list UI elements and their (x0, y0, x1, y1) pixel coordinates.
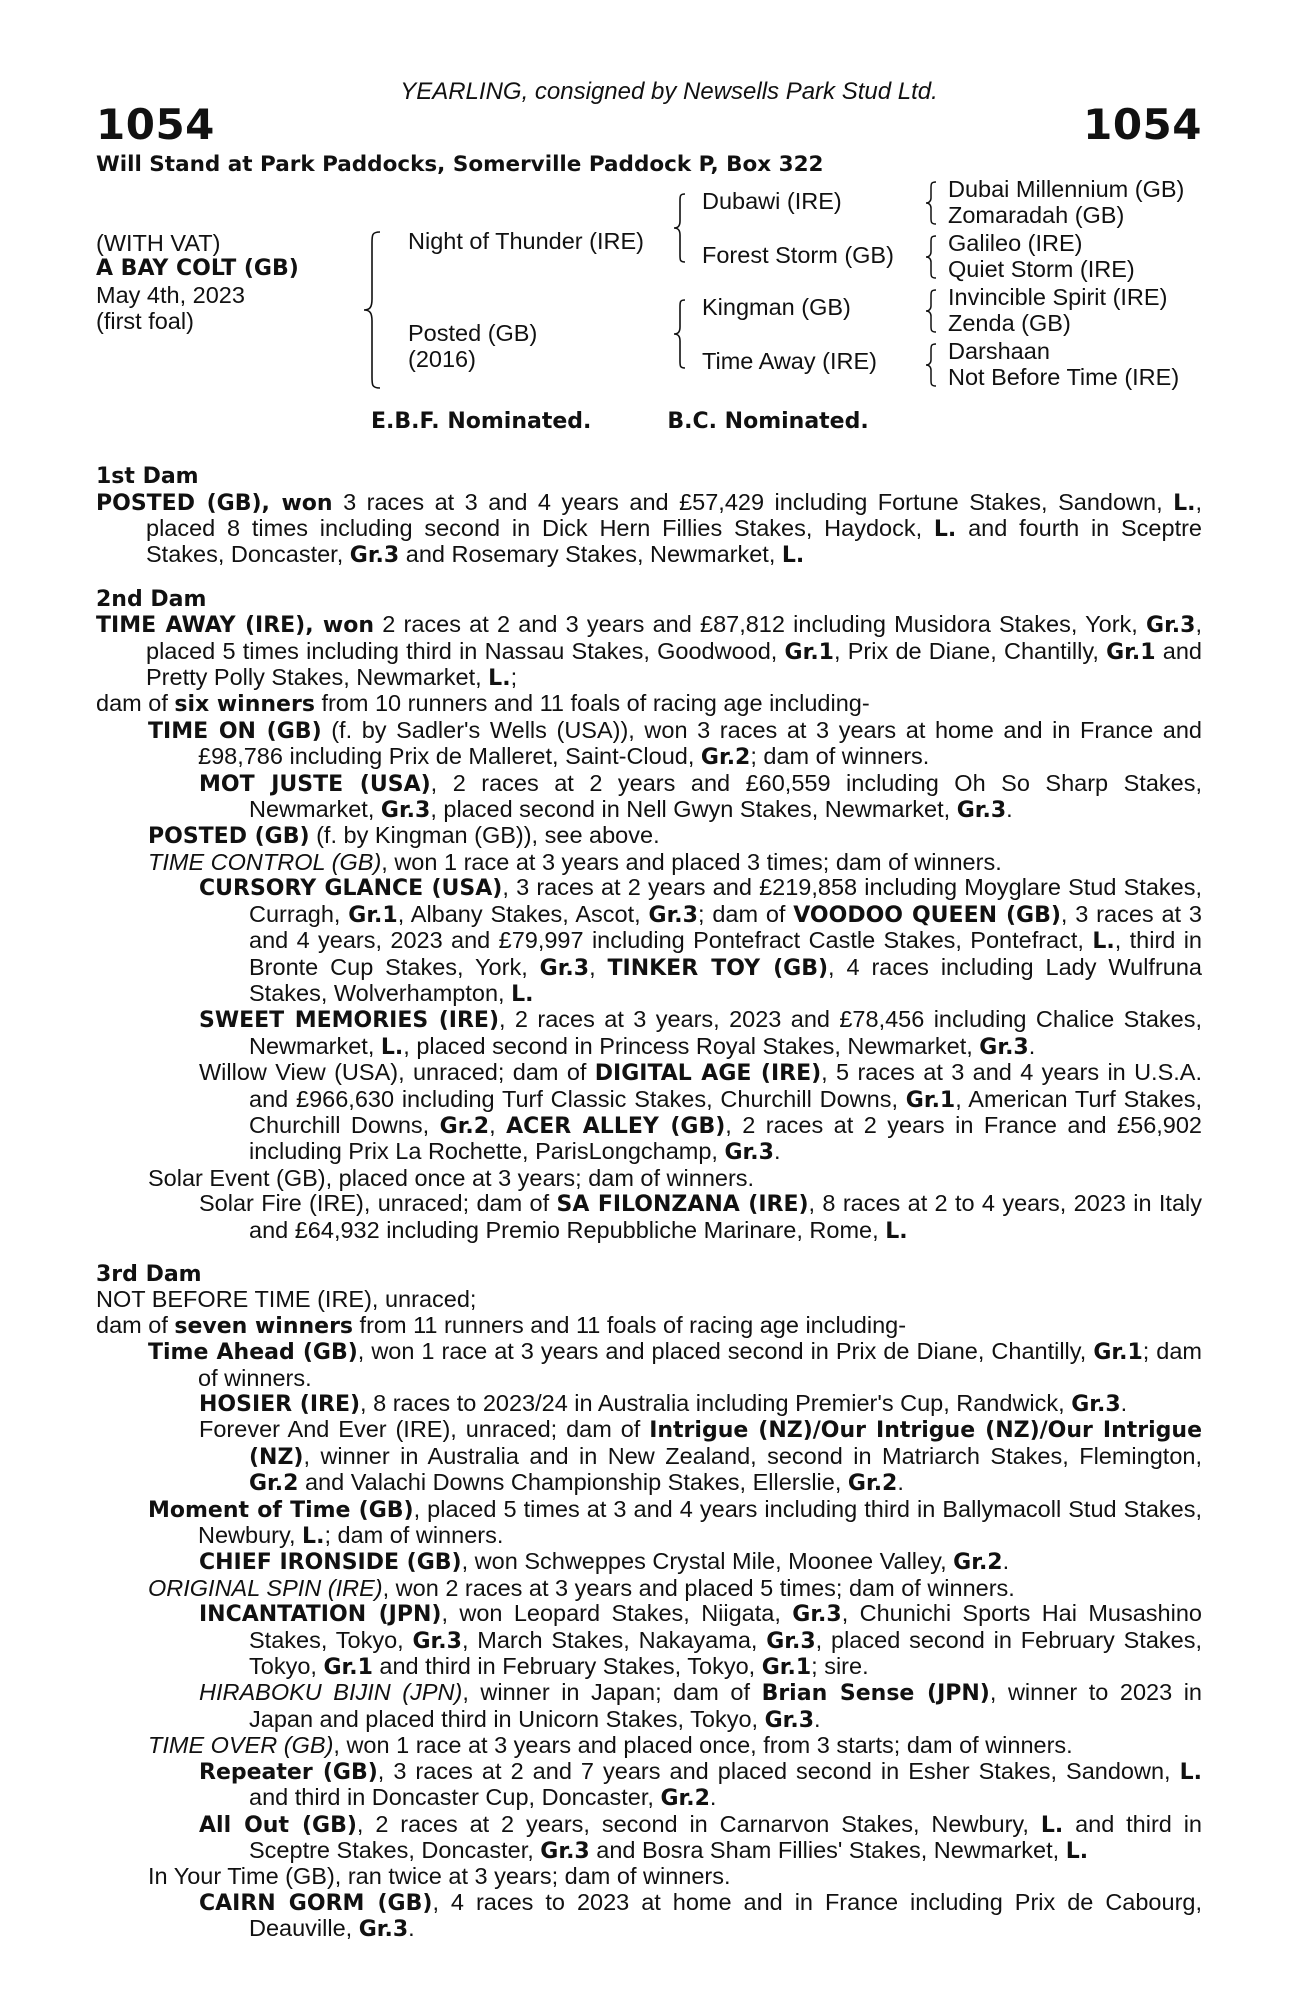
produce-entry: Solar Fire (IRE), unraced; dam of SA FILONZANA (IRE), 8 races at 2 to 4 years, 2023 in Italy and £64,932 including Premio Repubbliche Marinare, Rome, L. (199, 1190, 1202, 1244)
dam-dam-sire: Darshaan (948, 338, 1050, 365)
produce-entry: TIME OVER (GB), won 1 race at 3 years and placed once, from 3 starts; dam of winners. (148, 1732, 1073, 1759)
horse-name: ORIGINAL SPIN (IRE) (148, 1574, 383, 1601)
sire-sire: Dubawi (IRE) (702, 188, 842, 215)
horse-dob: May 4th, 2023 (96, 282, 245, 309)
horse-name: TIME OVER (GB) (148, 1732, 334, 1759)
dam-sire-dam: Zenda (GB) (948, 310, 1071, 337)
produce-entry: All Out (GB), 2 races at 2 years, second in Carnarvon Stakes, Newbury, L. and third in Sceptre Stakes, Doncaster, Gr.3 and Bosra Sham Fillies' Stakes, Newmarket, L. (199, 1810, 1203, 1864)
produce-entry: MOT JUSTE (USA), 2 races at 2 years and £60,559 including Oh So Sharp Stakes, Newmarket, Gr.3, placed second in Nell Gwyn Stakes, Newmarket, Gr.3. (199, 769, 1202, 824)
horse-name: MOT JUSTE (USA) (199, 771, 431, 797)
produce-entry: CHIEF IRONSIDE (GB), won Schweppes Crystal Mile, Moonee Valley, Gr.2. (199, 1548, 1010, 1576)
horse-name: SWEET MEMORIES (IRE) (199, 1008, 499, 1034)
second-dam-heading: 2nd Dam (96, 586, 207, 612)
produce-entry: ORIGINAL SPIN (IRE), won 2 races at 3 years and placed 5 times; dam of winners. (148, 1574, 1015, 1601)
produce-entry: TIME ON (GB) (f. by Sadler's Wells (USA)), won 3 races at 3 years at home and in France and £98,786 including Prix de Malleret, Saint-Cloud, Gr.2; dam of winners. (148, 716, 1202, 771)
horse-name: HOSIER (IRE) (199, 1392, 361, 1417)
horse-name: HIRABOKU BIJIN (JPN) (199, 1679, 463, 1706)
produce-entry: SWEET MEMORIES (IRE), 2 races at 3 years, 2023 and £78,456 including Chalice Stakes, Newmarket, L., placed second in Princess Royal Stakes, Newmarket, Gr.3. (199, 1006, 1202, 1060)
horse-name: POSTED (GB) (148, 824, 310, 850)
dam-dam-dam: Not Before Time (IRE) (948, 364, 1180, 391)
dam-year: (2016) (408, 346, 476, 373)
brace-sd (924, 235, 938, 279)
brace-dam (672, 299, 688, 369)
sire-dam: Forest Storm (GB) (702, 242, 894, 269)
produce-entry: Time Ahead (GB), won 1 race at 3 years and placed second in Prix de Diane, Chantilly, Gr.1; dam of winners. (148, 1338, 1202, 1391)
horse-name: SA FILONZANA (IRE) (556, 1192, 809, 1218)
won-label: , won (261, 490, 333, 516)
third-dam-entry: NOT BEFORE TIME (IRE), unraced; (96, 1286, 477, 1313)
horse-name: Intrigue (NZ)/Our Intrigue (NZ)/Our Intrigue (NZ) (249, 1418, 1202, 1470)
lot-number-row (96, 102, 1202, 148)
horse-name: CURSORY GLANCE (USA) (199, 876, 503, 902)
horse-name: TIME ON (GB) (148, 718, 322, 744)
dam-sire-sire: Invincible Spirit (IRE) (948, 284, 1168, 311)
horse-name: All Out (GB) (199, 1812, 357, 1838)
lot-number-left: 1054 (96, 100, 215, 149)
horse-name: Repeater (GB) (199, 1759, 378, 1785)
produce-entry: HIRABOKU BIJIN (JPN), winner in Japan; dam of Brian Sense (JPN), winner to 2023 in Japan and placed third in Unicorn Stakes, Tokyo, Gr.3. (199, 1679, 1202, 1733)
dam-sire: Kingman (GB) (702, 294, 851, 321)
catalogue-page (96, 78, 1202, 1943)
horse-name: TIME CONTROL (GB) (148, 848, 382, 875)
nominations (96, 409, 1202, 434)
produce-record (96, 464, 1202, 1942)
vat-note: (WITH VAT) (96, 230, 221, 257)
brace-ss (924, 181, 938, 225)
sire-sire-dam: Zomaradah (GB) (948, 202, 1125, 229)
produce-entry: Solar Event (GB), placed once at 3 years; dam of winners. (148, 1164, 755, 1191)
produce-entry: Moment of Time (GB), placed 5 times at 3 and 4 years including third in Ballymacoll Stud Stakes, Newbury, L.; dam of winners. (148, 1495, 1202, 1550)
produce-entry: Willow View (USA), unraced; dam of DIGITAL AGE (IRE), 5 races at 3 and 4 years in U.S.A. and £966,630 including Turf Classic Stakes, Churchill Downs, Gr.1, American Turf Stakes, Churchill Downs, Gr.2, ACER ALLEY (GB), 2 races at 2 years in France and £56,902 including Prix La Rochette, ParisLongchamp, Gr.3. (199, 1059, 1202, 1166)
sire-dam-sire: Galileo (IRE) (948, 230, 1083, 257)
pedigree-table (96, 177, 1202, 405)
produce-entry: CURSORY GLANCE (USA), 3 races at 2 years and £219,858 including Moyglare Stud Stakes, Curragh, Gr.1, Albany Stakes, Ascot, Gr.3; dam of VOODOO QUEEN (GB), 3 races at 3 and 4 years, 2023 and £79,997 including Pontefract Castle Stakes, Pontefract, L., third in Bronte Cup Stakes, York, Gr.3, TINKER TOY (GB), 4 races including Lady Wulfruna Stakes, Wolverhampton, L. (199, 874, 1203, 1007)
dam-name: Posted (GB) (408, 320, 538, 347)
sire-dam-dam: Quiet Storm (IRE) (948, 256, 1135, 283)
second-dam-entry: TIME AWAY (IRE), won 2 races at 2 and 3 years and £87,812 including Musidora Stakes, York, Gr.3, placed 5 times including third in Nassau Stakes, Goodwood, Gr.1, Prix de Diane, Chantilly, Gr.1 and Pretty Polly Stakes, Newmarket, L.; (96, 611, 1202, 692)
sire-sire-sire: Dubai Millennium (GB) (948, 176, 1185, 203)
third-dam-summary: dam of seven winners from 11 runners and 11 foals of racing age including- (96, 1311, 907, 1339)
brace-sire (672, 193, 688, 263)
produce-entry: TIME CONTROL (GB), won 1 race at 3 years and placed 3 times; dam of winners. (148, 848, 1002, 875)
horse-name: DIGITAL AGE (IRE) (594, 1061, 822, 1087)
consignment-line: YEARLING, consigned by Newsells Park Stud Ltd. (400, 78, 938, 105)
produce-entry: INCANTATION (JPN), won Leopard Stakes, Niigata, Gr.3, Chunichi Sports Hai Musashino Stakes, Tokyo, Gr.3, March Stakes, Nakayama, Gr.3, placed second in February Stakes, Tokyo, Gr.1 and third in February Stakes, Tokyo, Gr.1; sire. (199, 1600, 1202, 1681)
first-dam-heading: 1st Dam (96, 464, 199, 490)
horse-name: TIME AWAY (IRE) (96, 613, 306, 639)
stand-location: Will Stand at Park Paddocks, Somerville Paddock P, Box 322 (96, 152, 824, 178)
dam-dam: Time Away (IRE) (702, 348, 877, 375)
brace-main (362, 231, 384, 389)
bc-nomination: B.C. Nominated. (667, 409, 869, 435)
ebf-nomination: E.B.F. Nominated. (371, 409, 592, 435)
brace-dd (924, 343, 938, 387)
produce-entry: POSTED (GB) (f. by Kingman (GB)), see above. (148, 822, 660, 850)
horse-name: CAIRN GORM (GB) (199, 1890, 433, 1916)
produce-entry: In Your Time (GB), ran twice at 3 years; dam of winners. (148, 1863, 731, 1890)
produce-entry: Repeater (GB), 3 races at 2 and 7 years and placed second in Esher Stakes, Sandown, L. and third in Doncaster Cup, Doncaster, Gr.2. (199, 1757, 1202, 1812)
second-dam-summary: dam of six winners from 10 runners and 11 foals of racing age including- (96, 690, 870, 718)
first-dam-entry: POSTED (GB), won 3 races at 3 and 4 years and £57,429 including Fortune Stakes, Sandown, L., placed 8 times including second in Dick Hern Fillies Stakes, Haydock, L. and fourth in Sceptre Stakes, Doncaster, Gr.3 and Rosemary Stakes, Newmarket, L. (96, 488, 1202, 569)
horse-name: INCANTATION (JPN) (199, 1602, 442, 1628)
produce-entry: CAIRN GORM (GB), 4 races to 2023 at home and in France including Prix de Cabourg, Deauville, Gr.3. (199, 1888, 1202, 1943)
brace-ds (924, 289, 938, 333)
lot-number-right: 1054 (1083, 100, 1202, 149)
sire-name: Night of Thunder (IRE) (408, 228, 644, 255)
horse-name: Moment of Time (GB) (148, 1497, 414, 1523)
third-dam-heading: 3rd Dam (96, 1261, 202, 1287)
produce-entry: Forever And Ever (IRE), unraced; dam of Intrigue (NZ)/Our Intrigue (NZ)/Our Intrigue (NZ), winner in Australia and in New Zealand, second in Matriarch Stakes, Flemington, Gr.2 and Valachi Downs Championship Stakes, Ellerslie, Gr.2. (199, 1416, 1202, 1497)
produce-entry: HOSIER (IRE), 8 races to 2023/24 in Australia including Premier's Cup, Randwick, Gr.3. (199, 1390, 1128, 1417)
foal-note: (first foal) (96, 308, 194, 335)
horse-name: Time Ahead (GB) (148, 1340, 358, 1366)
horse-name: POSTED (GB) (96, 490, 262, 516)
horse-name: CHIEF IRONSIDE (GB) (199, 1550, 462, 1576)
horse-name: A BAY COLT (GB) (96, 256, 299, 282)
